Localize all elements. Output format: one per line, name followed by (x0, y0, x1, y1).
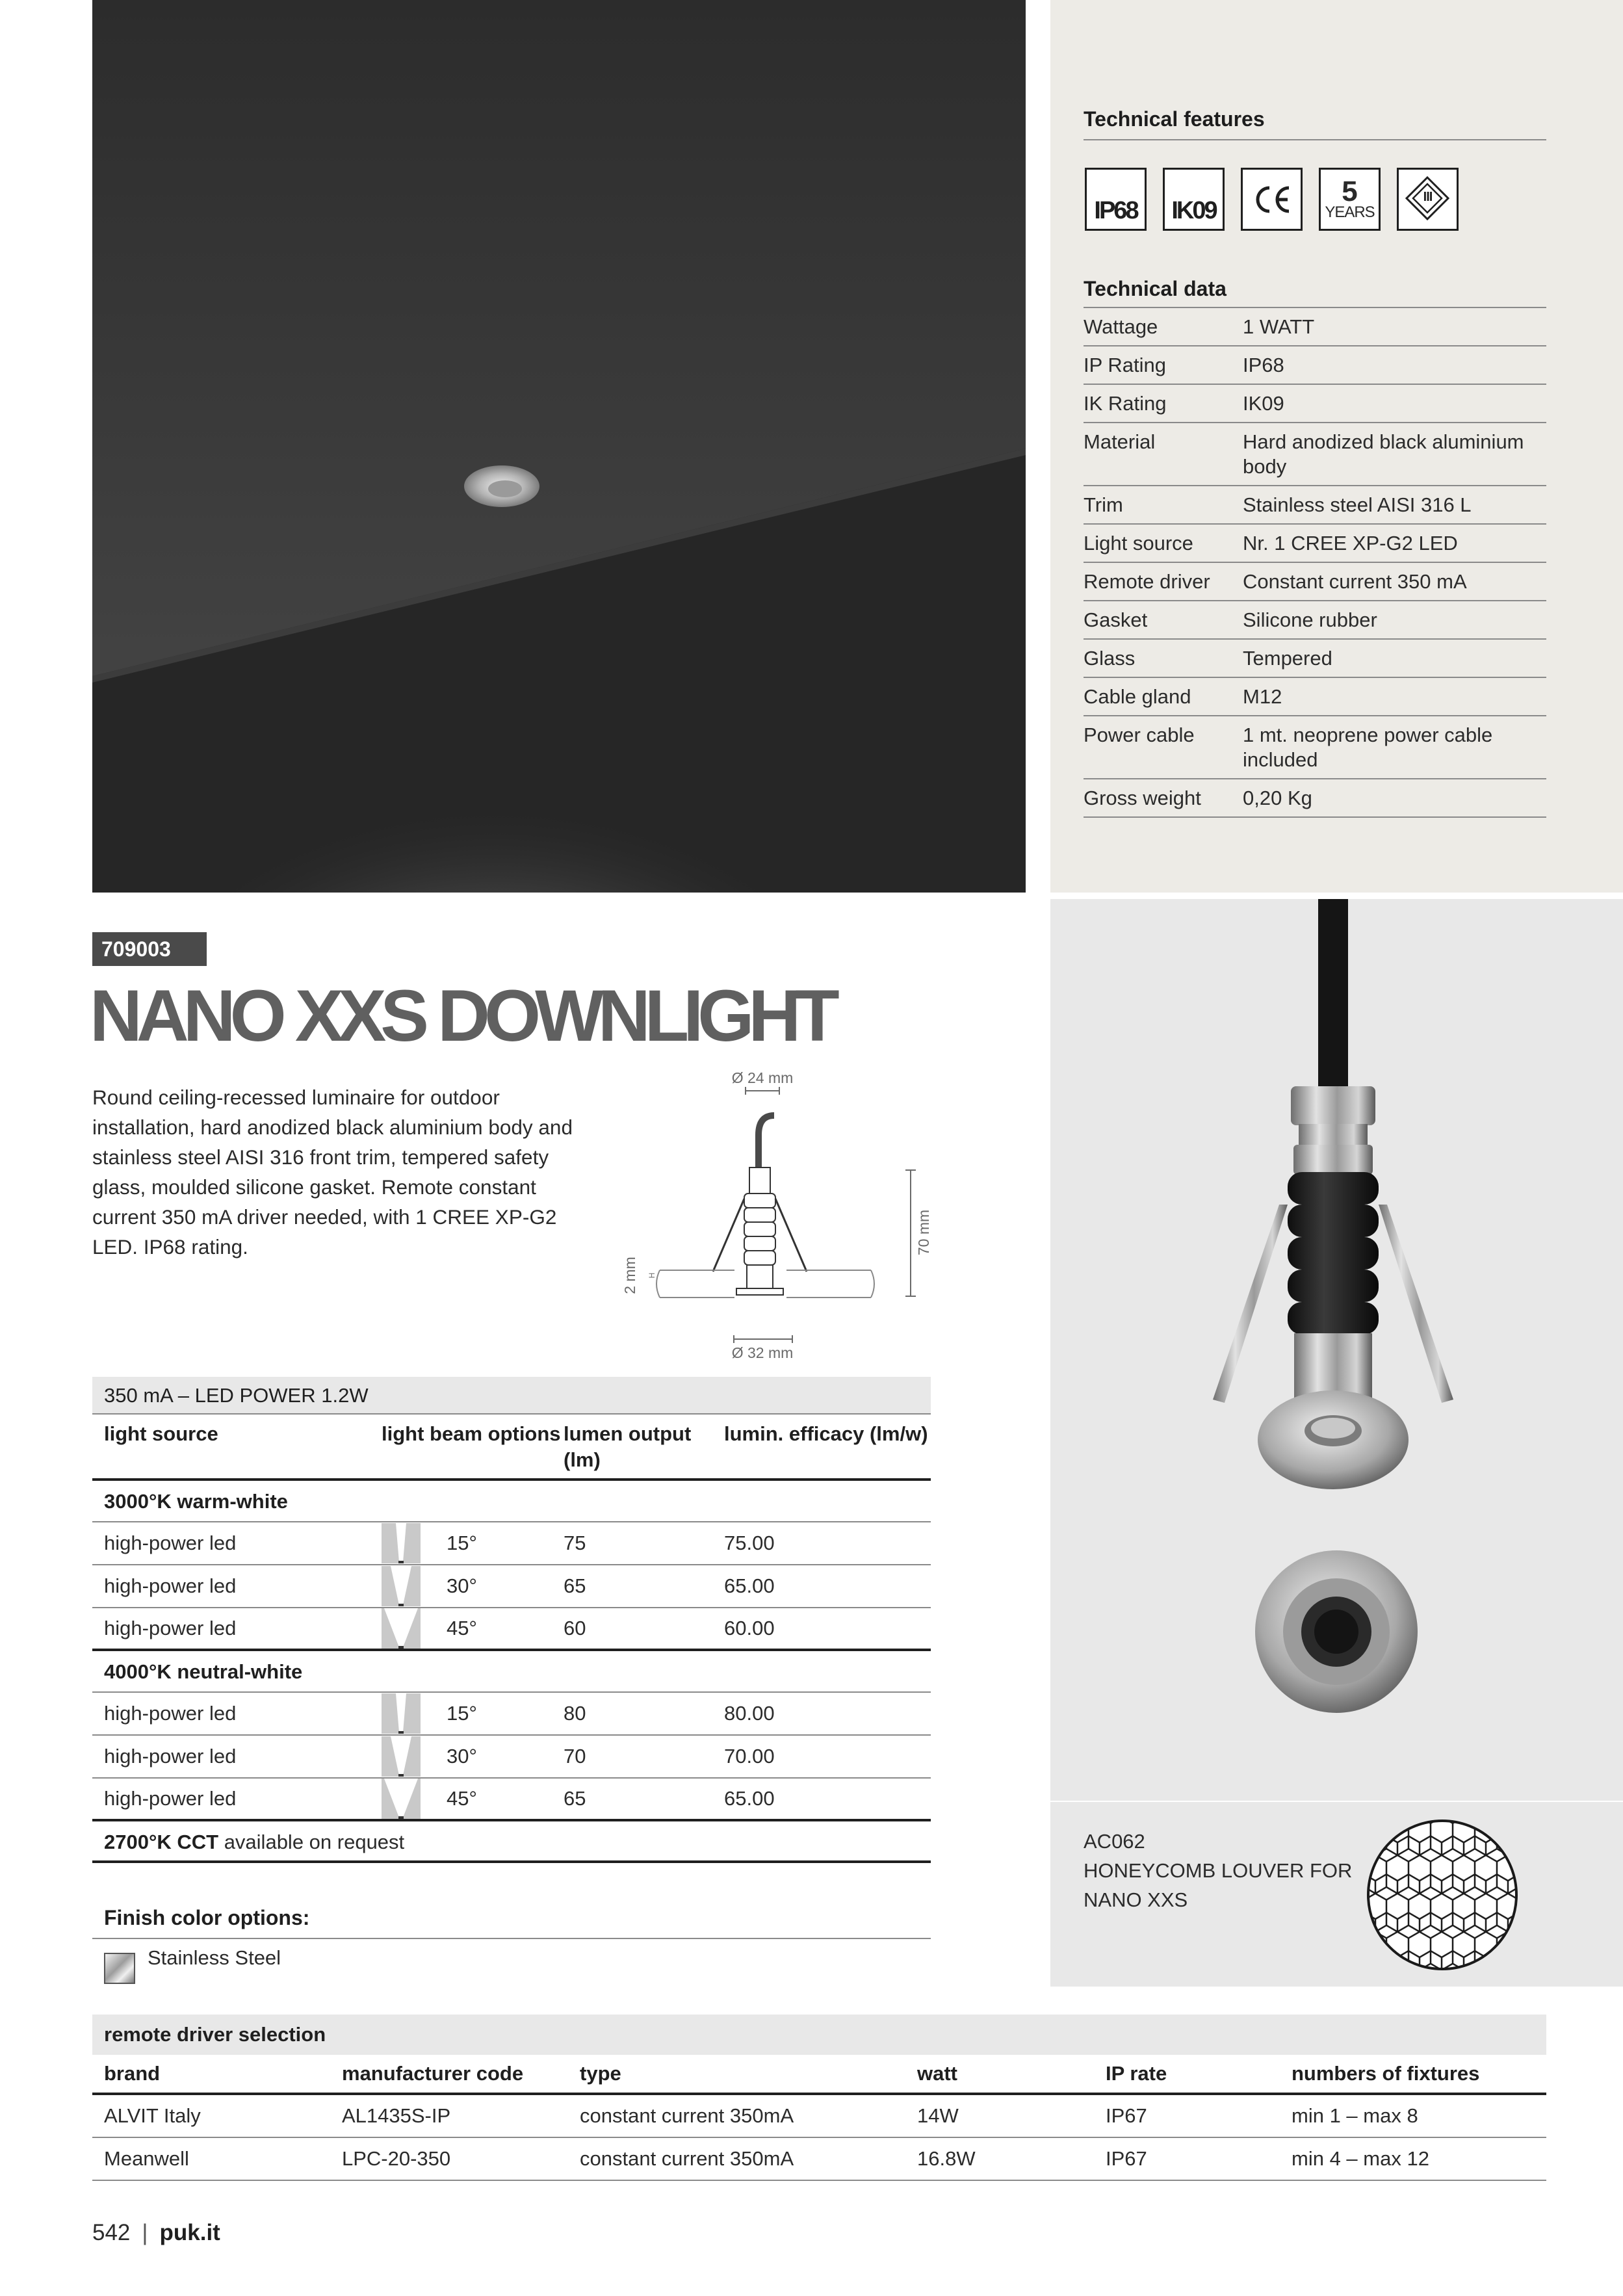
light-source-table (92, 1377, 931, 1863)
table-row: high-power led 45° 65 65.00 (92, 1779, 931, 1821)
technical-data-table (1084, 308, 1546, 818)
finish-options-title: Finish color options: (104, 1906, 310, 1929)
spec-row-power-cable: Power cable 1 mt. neoprene power cable included (1084, 716, 1546, 779)
table-column-headers: light source light beam options lumen output (lm) lumin. efficacy (lm/w) (92, 1415, 931, 1481)
ce-mark-icon (1241, 168, 1303, 231)
beam-45-icon (382, 1608, 421, 1649)
remote-driver-table (92, 2015, 1546, 2181)
spec-row-ik-rating: IK Rating IK09 (1084, 385, 1546, 423)
table-row: high-power led 30° 65 65.00 (92, 1565, 931, 1608)
product-description: Round ceiling-recessed luminaire for outdoor installation, hard anodized black aluminium body and stainless steel AISI 316 front trim, tempered safety glass, moulded silicone gasket. Remote constant current 350 mA driver needed, with 1 CREE XP-G2 LED. IP68 rating. (92, 1086, 573, 1259)
table-row: ALVIT Italy AL1435S-IP constant current 350mA 14W IP67 min 1 – max 8 (92, 2095, 1546, 2138)
technical-drawing (614, 1063, 939, 1369)
page-number: 542 (92, 2220, 131, 2245)
spec-row-remote-driver: Remote driver Constant current 350 mA (1084, 563, 1546, 601)
group-neutral-white: 4000°K neutral-white (92, 1651, 931, 1693)
table-row: high-power led 30° 70 70.00 (92, 1736, 931, 1779)
divider (92, 1938, 931, 1939)
website-link[interactable]: puk.it (159, 2220, 220, 2245)
beam-15-icon (382, 1693, 421, 1734)
dim-height: 70 mm (915, 1209, 932, 1256)
certification-badges (1085, 168, 1459, 231)
beam-30-icon (382, 1736, 421, 1777)
ceiling-scene-illustration (92, 0, 1026, 893)
spec-row-gross-weight: Gross weight 0,20 Kg (1084, 779, 1546, 818)
accessory-name: HONEYCOMB LOUVER FOR NANO XXS (1084, 1859, 1353, 1911)
spec-row-cable-gland: Cable gland M12 (1084, 678, 1546, 716)
cct-note: 2700°K CCT available on request (92, 1821, 931, 1863)
beam-30-icon (382, 1566, 421, 1606)
spec-row-ip-rating: IP Rating IP68 (1084, 346, 1546, 385)
spec-row-trim: Trim Stainless steel AISI 316 L (1084, 486, 1546, 525)
footer-separator: | (142, 2220, 148, 2245)
table-row: high-power led 15° 75 75.00 (92, 1522, 931, 1565)
spec-row-glass: Glass Tempered (1084, 640, 1546, 678)
table-column-headers: brand manufacturer code type watt IP rate numbers of fixtures (92, 2055, 1546, 2095)
table-header: 350 mA – LED POWER 1.2W (92, 1377, 931, 1415)
product-sku-badge: 709003 (92, 932, 207, 966)
dim-flange-mark: H (647, 1272, 656, 1279)
accessory-code: AC062 (1084, 1830, 1145, 1853)
spec-row-gasket: Gasket Silicone rubber (1084, 601, 1546, 640)
product-photo (1050, 899, 1623, 1801)
group-warm-white: 3000°K warm-white (92, 1481, 931, 1522)
technical-data-heading: Technical data (1084, 277, 1227, 300)
spec-row-wattage: Wattage 1 WATT (1084, 308, 1546, 346)
divider (1084, 139, 1546, 140)
dim-top-diameter: Ø 24 mm (731, 1069, 794, 1086)
accessory-panel (1050, 1801, 1623, 1987)
five-years-warranty-icon: 5 YEARS (1319, 168, 1381, 231)
dim-flange: 2 mm (621, 1257, 638, 1294)
table-row: high-power led 15° 80 80.00 (92, 1693, 931, 1736)
ip68-badge-icon: IP68 (1085, 168, 1147, 231)
table-row: Meanwell LPC-20-350 constant current 350mA 16.8W IP67 min 4 – max 12 (92, 2138, 1546, 2181)
hero-photo (92, 0, 1026, 893)
spec-row-light-source: Light source Nr. 1 CREE XP-G2 LED (1084, 525, 1546, 563)
class-iii-icon: III (1397, 168, 1459, 231)
ik09-badge-icon: IK09 (1163, 168, 1225, 231)
technical-panel (1050, 0, 1623, 893)
beam-45-icon (382, 1779, 421, 1819)
finish-option-label: Stainless Steel (148, 1946, 281, 1969)
table-row: high-power led 45° 60 60.00 (92, 1608, 931, 1651)
beam-15-icon (382, 1523, 421, 1563)
table-header: remote driver selection (92, 2015, 1546, 2055)
spec-row-material: Material Hard anodized black aluminium body (1084, 423, 1546, 486)
page-footer (92, 2220, 220, 2246)
technical-features-heading: Technical features (1084, 107, 1265, 131)
honeycomb-louver-icon (1364, 1817, 1520, 1973)
product-fixture-illustration (1050, 899, 1623, 1801)
dim-bottom-diameter: Ø 32 mm (731, 1344, 794, 1361)
stainless-steel-swatch (104, 1953, 135, 1984)
product-title: NANO XXS DOWNLIGHT (90, 975, 834, 1056)
